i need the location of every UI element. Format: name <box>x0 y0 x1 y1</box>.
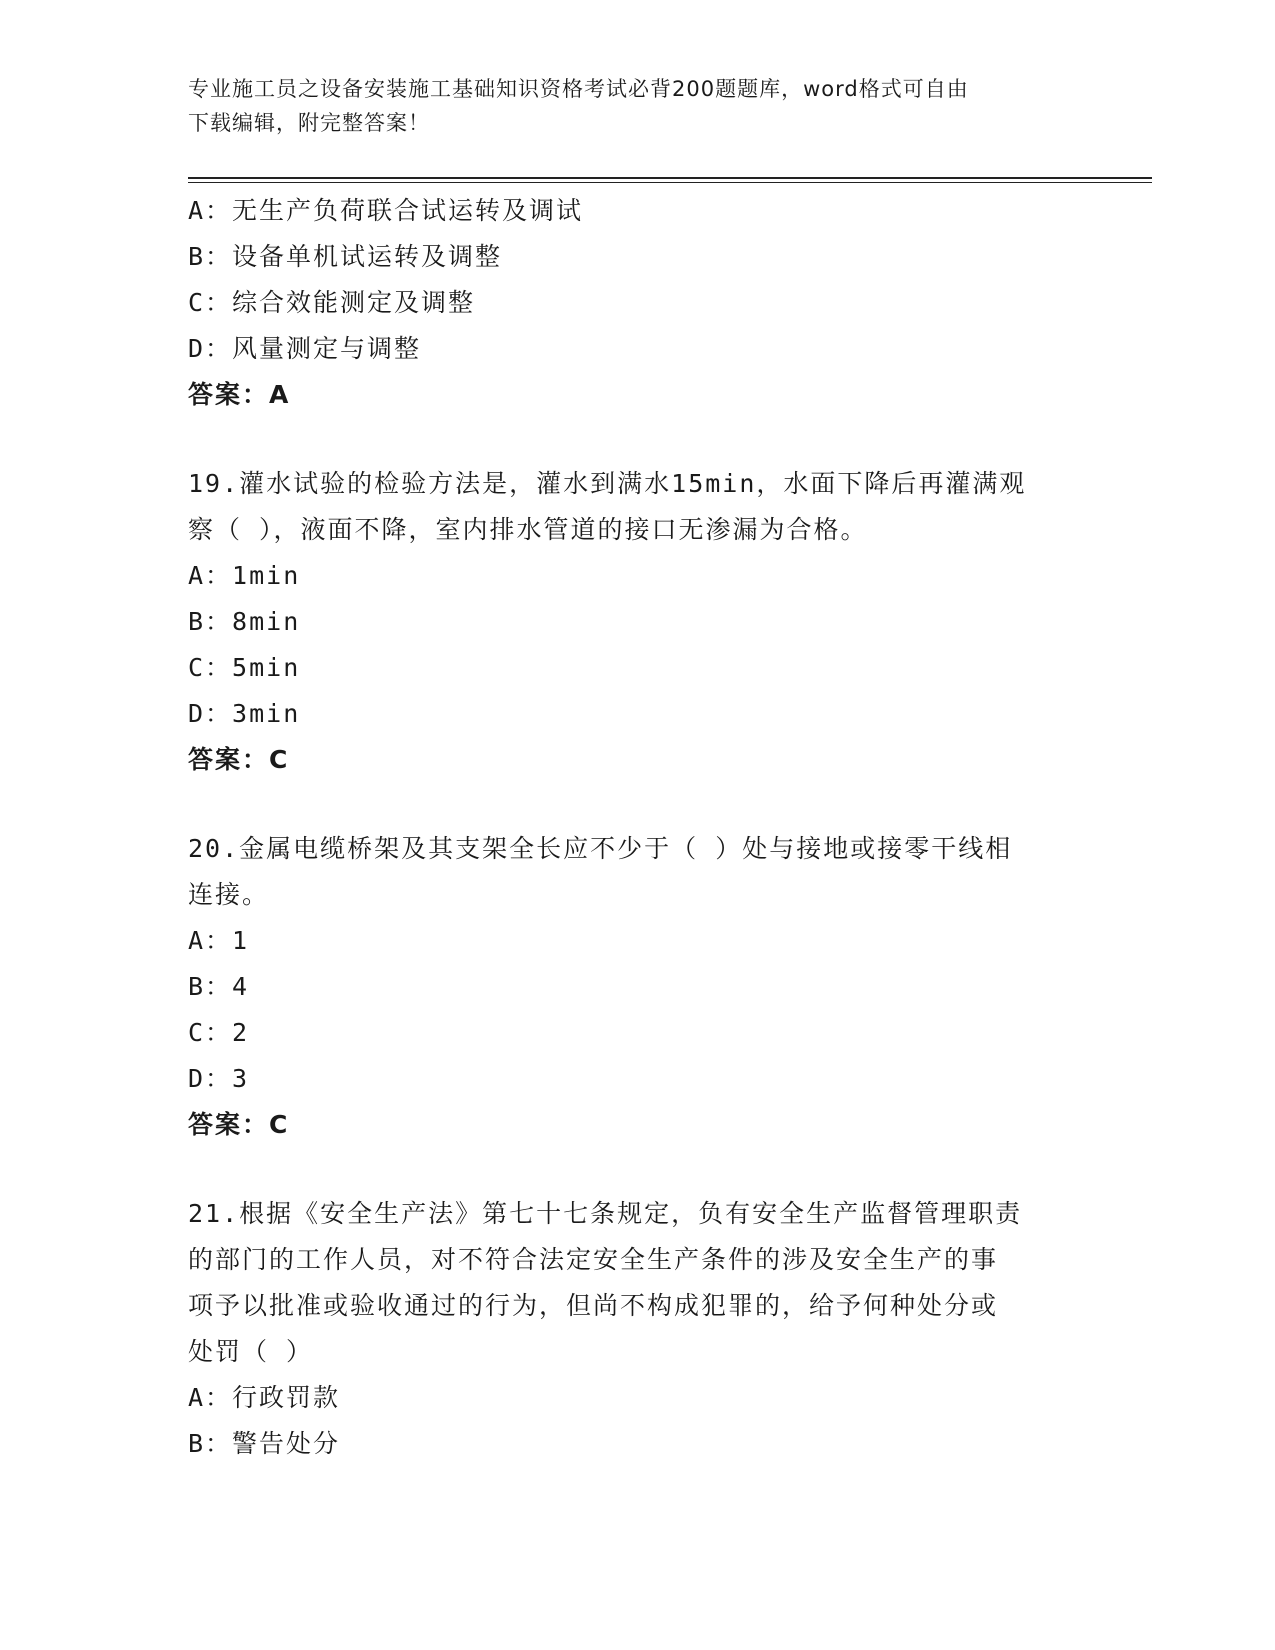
option-b: B：4 <box>188 972 250 1001</box>
document-header <box>188 72 1068 140</box>
header-line-2: 下载编辑，附完整答案！ <box>188 111 430 135</box>
question-text-line: 连接。 <box>188 880 270 909</box>
option-a: A：无生产负荷联合试运转及调试 <box>188 196 584 225</box>
header-divider-thick <box>188 177 1152 179</box>
question-text-line: 的部门的工作人员，对不符合法定安全生产条件的涉及安全生产的事 <box>188 1245 999 1274</box>
question-18-tail <box>188 188 1088 418</box>
question-gap <box>188 418 1088 461</box>
question-text-line: 项予以批准或验收通过的行为，但尚不构成犯罪的，给予何种处分或 <box>188 1291 999 1320</box>
option-b: B：警告处分 <box>188 1429 341 1458</box>
question-text-line: 察（ ），液面不降，室内排水管道的接口无渗漏为合格。 <box>188 515 868 544</box>
header-divider-thin <box>188 182 1152 183</box>
option-a: A：1min <box>188 561 301 590</box>
answer-line: 答案：C <box>188 1110 290 1139</box>
option-b: B：8min <box>188 607 301 636</box>
option-b: B：设备单机试运转及调整 <box>188 242 503 271</box>
question-text-line: 19.灌水试验的检验方法是，灌水到满水15min，水面下降后再灌满观 <box>188 469 1027 498</box>
answer-line: 答案：C <box>188 745 290 774</box>
question-text-line: 处罚（ ） <box>188 1337 314 1366</box>
question-text-line: 20.金属电缆桥架及其支架全长应不少于（ ）处与接地或接零干线相 <box>188 834 1013 863</box>
option-c: C：综合效能测定及调整 <box>188 288 476 317</box>
question-gap <box>188 783 1088 826</box>
question-text-line: 21.根据《安全生产法》第七十七条规定，负有安全生产监督管理职责 <box>188 1199 1023 1228</box>
option-d: D：风量测定与调整 <box>188 334 422 363</box>
question-gap <box>188 1148 1088 1191</box>
option-c: C：5min <box>188 653 301 682</box>
answer-line: 答案：A <box>188 380 291 409</box>
option-d: D：3 <box>188 1064 250 1093</box>
question-20 <box>188 826 1088 1148</box>
header-line-1: 专业施工员之设备安装施工基础知识资格考试必背200题题库，word格式可自由 <box>188 77 969 101</box>
option-a: A：1 <box>188 926 250 955</box>
question-content <box>188 188 1088 1467</box>
option-a: A：行政罚款 <box>188 1383 341 1412</box>
question-19 <box>188 461 1088 783</box>
option-c: C：2 <box>188 1018 250 1047</box>
question-21 <box>188 1191 1088 1467</box>
option-d: D：3min <box>188 699 301 728</box>
